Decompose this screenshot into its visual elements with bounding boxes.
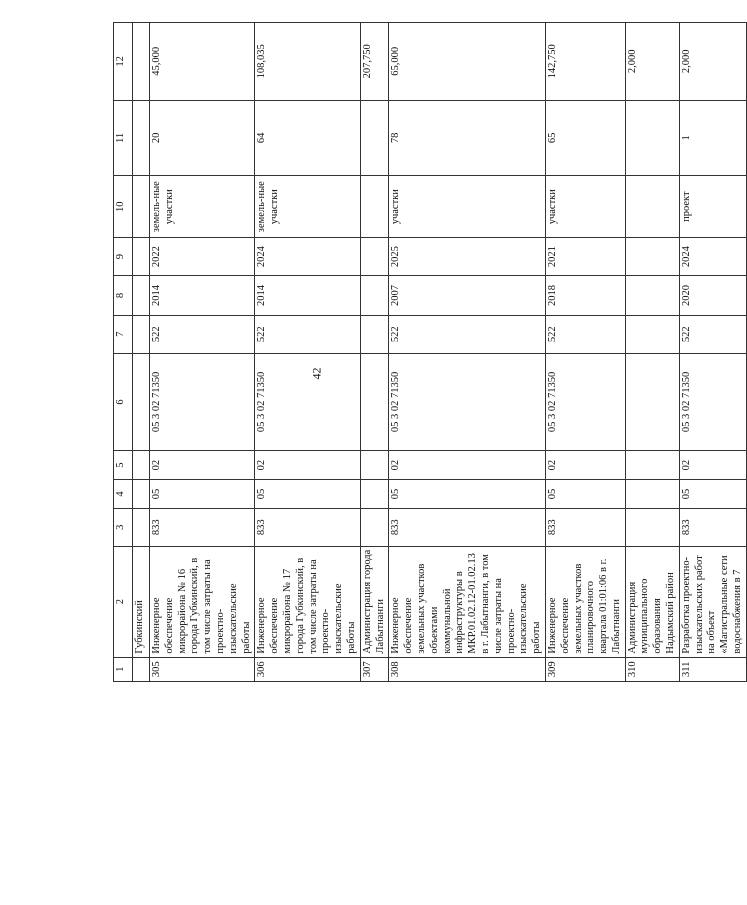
cell-col-12: 2,000: [625, 23, 679, 101]
cell-col-12: 65,000: [389, 23, 546, 101]
cell-col-2: Инженерное обеспечение микрорайона № 17 города Губкинский, в том числе затраты на проектно-изыскательские работы: [255, 546, 360, 657]
page-number: 42: [309, 367, 324, 380]
cell-col-7: [625, 315, 679, 353]
cell-col-7: 522: [389, 315, 546, 353]
cell-col-12: 142,750: [545, 23, 625, 101]
cell-col-10: участки: [545, 176, 625, 238]
cell-col-5: 02: [545, 451, 625, 480]
cell-col-7: 522: [545, 315, 625, 353]
cell-col-8: 2014: [255, 275, 360, 315]
cell-col-11: [360, 100, 389, 175]
cell-col-11: 1: [679, 100, 746, 175]
cell-col-6: [625, 353, 679, 451]
cell-col-10: [625, 176, 679, 238]
cell-col-7: [360, 315, 389, 353]
cell-col-10: проект: [679, 176, 746, 238]
cell-col-6: 05 3 02 71350: [545, 353, 625, 451]
cell-col-7: 522: [679, 315, 746, 353]
table-row: [255, 23, 360, 682]
cell-col-1: 307: [360, 657, 389, 681]
cell-col-2: Инженерное обеспечение земельных участков объектами коммунальной инфраструктуры в МКР.01.02.12-01.02.13 в г. Лабытнанги, в том числе затраты на проектно-изыскательские работы: [389, 546, 546, 657]
col-header: 12: [114, 23, 133, 101]
cell-col-3: 833: [150, 508, 255, 546]
cell-col-3: [360, 508, 389, 546]
cell-col-2: Разработка проектно-изыскательских работ на объект «Магистральные сети водоснабжения в 7: [679, 546, 746, 657]
col-header: 10: [114, 176, 133, 238]
col-header: 6: [114, 353, 133, 451]
table-row: [360, 23, 389, 682]
subheader-row: [133, 23, 150, 682]
table-row: [545, 23, 625, 682]
cell-col-9: [625, 238, 679, 276]
cell-col-9: 2021: [545, 238, 625, 276]
cell-col-4: 05: [679, 480, 746, 509]
col-header: 11: [114, 100, 133, 175]
cell-col-10: участки: [389, 176, 546, 238]
cell-col-10: [360, 176, 389, 238]
rotated-table-container: [113, 22, 744, 682]
cell-col-4: 05: [389, 480, 546, 509]
cell-col-9: 2024: [255, 238, 360, 276]
cell-col-5: 02: [255, 451, 360, 480]
col-header: 5: [114, 451, 133, 480]
cell-col-8: 2014: [150, 275, 255, 315]
cell-col-2: Администрация города Лабытнанги: [360, 546, 389, 657]
col-header: 3: [114, 508, 133, 546]
cell-col-9: 2022: [150, 238, 255, 276]
cell-col-7: 522: [150, 315, 255, 353]
table-row: [679, 23, 746, 682]
cell-col-11: 20: [150, 100, 255, 175]
cell-col-5: [360, 451, 389, 480]
cell-col-12: 2,000: [679, 23, 746, 101]
cell-col-8: 2018: [545, 275, 625, 315]
cell-col-11: 64: [255, 100, 360, 175]
table-row: [625, 23, 679, 682]
cell-col-8: [625, 275, 679, 315]
cell-col-8: 2020: [679, 275, 746, 315]
col-header: 8: [114, 275, 133, 315]
cell-col-6: 05 3 02 71350: [255, 353, 360, 451]
cell-col-5: 02: [389, 451, 546, 480]
cell-col-6: 05 3 02 71350: [389, 353, 546, 451]
cell-col-3: 833: [679, 508, 746, 546]
cell-col-5: 02: [150, 451, 255, 480]
cell-col-4: 05: [255, 480, 360, 509]
table-row: [389, 23, 546, 682]
cell-col-11: 78: [389, 100, 546, 175]
cell-col-2: Администрация муниципального образования Надымский район: [625, 546, 679, 657]
cell-col-10: земель-ные участки: [150, 176, 255, 238]
cell-col-4: [625, 480, 679, 509]
cell-col-8: 2007: [389, 275, 546, 315]
cell-col-11: [625, 100, 679, 175]
cell-col-1: 310: [625, 657, 679, 681]
col-header: 2: [114, 546, 133, 657]
cell-col-10: земель-ные участки: [255, 176, 360, 238]
col-header: 1: [114, 657, 133, 681]
cell-col-1: 309: [545, 657, 625, 681]
col-header: 4: [114, 480, 133, 509]
data-table: [113, 22, 747, 682]
cell-col-1: 308: [389, 657, 546, 681]
cell-col-12: 108,035: [255, 23, 360, 101]
cell-col-3: 833: [545, 508, 625, 546]
cell-col-8: [360, 275, 389, 315]
cell-col-4: 05: [150, 480, 255, 509]
cell-col-12: 45,000: [150, 23, 255, 101]
cell-col-6: 05 3 02 71350: [679, 353, 746, 451]
cell-col-9: [360, 238, 389, 276]
table-row: [150, 23, 255, 682]
cell-col-6: [360, 353, 389, 451]
subheader-text: Губкинский: [133, 546, 150, 657]
cell-col-9: 2025: [389, 238, 546, 276]
cell-col-5: [625, 451, 679, 480]
cell-col-5: 02: [679, 451, 746, 480]
cell-col-3: 833: [389, 508, 546, 546]
cell-col-1: 305: [150, 657, 255, 681]
cell-col-2: Инженерное обеспечение земельных участков планировочного квартала 01:01:06 в г. Лабытнанги: [545, 546, 625, 657]
cell-col-1: 306: [255, 657, 360, 681]
cell-col-4: [360, 480, 389, 509]
cell-col-12: 207,750: [360, 23, 389, 101]
cell-col-9: 2024: [679, 238, 746, 276]
cell-col-11: 65: [545, 100, 625, 175]
col-header: 9: [114, 238, 133, 276]
cell-col-3: 833: [255, 508, 360, 546]
cell-col-3: [625, 508, 679, 546]
cell-col-2: Инженерное обеспечение микрорайона № 16 города Губкинский, в том числе затраты на проектно-изыскательские работы: [150, 546, 255, 657]
cell-col-7: 522: [255, 315, 360, 353]
header-row: [114, 23, 133, 682]
cell-col-4: 05: [545, 480, 625, 509]
cell-col-1: 311: [679, 657, 746, 681]
col-header: 7: [114, 315, 133, 353]
cell-col-6: 05 3 02 71350: [150, 353, 255, 451]
